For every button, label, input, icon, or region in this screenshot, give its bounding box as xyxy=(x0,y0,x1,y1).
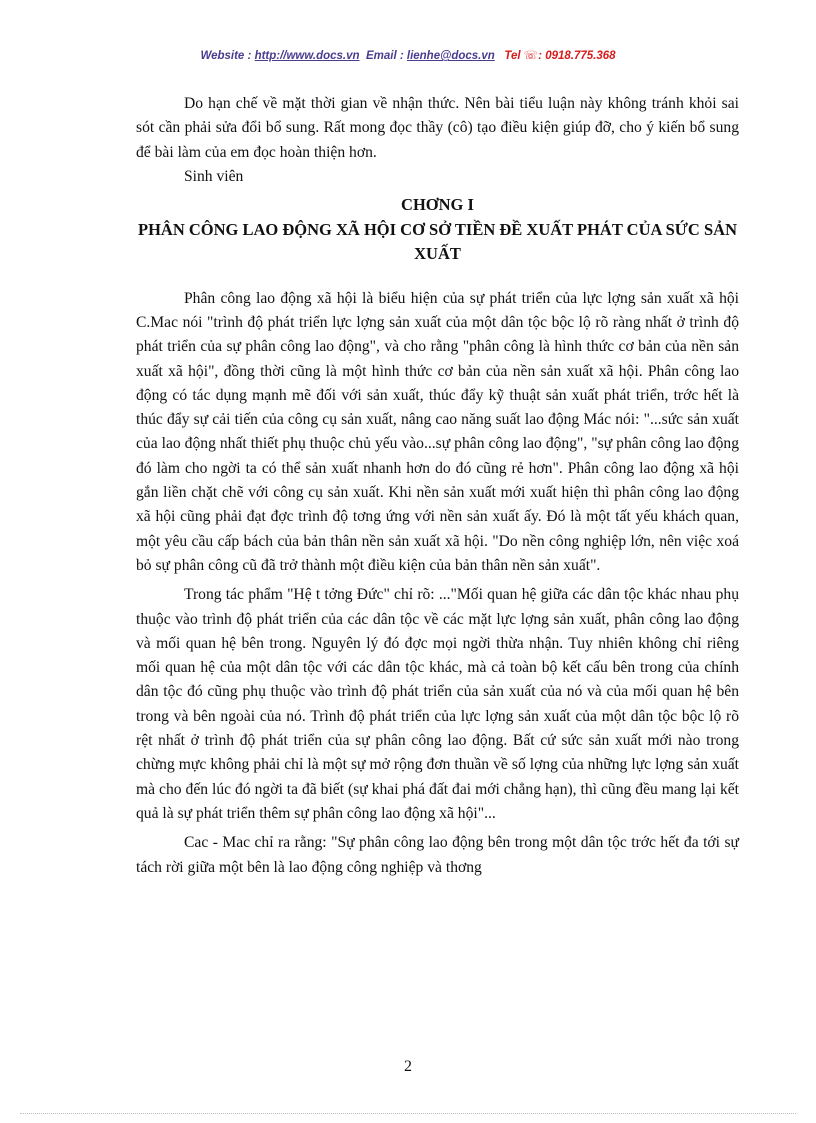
body-paragraph-1: Phân công lao động xã hội là biểu hiện của sự phát triển của lực lợng sản xuất xã hội C.Mac nói "trình độ phát triển lực lợng sản xuất của một dân tộc bộc lộ rõ ràng nhất ở trình độ phát triển của sự phân công lao động", và cho rằng "phân công là hình thức cơ bản của nền sản xuất xã hội", đồng thời cũng là một hình thức cơ bản của nền sản xuất xã hội. Phân công lao động có tác dụng mạnh mẽ đối với sản xuất, thúc đẩy kỹ thuật sản xuất phát triển, trớc hết là thúc đẩy sự cải tiến của công cụ sản xuất, nâng cao năng suất lao động Mác nói: "...sức sản xuất của lao động nhất thiết phụ thuộc chủ yếu vào...sự phân công lao động", "sự phân công lao động đó làm cho ngời ta có thể sản xuất nhanh hơn do đó cũng rẻ hơn". Phân công lao động xã hội gắn liền chặt chẽ với công cụ sản xuất. Khi nền sản xuất mới xuất hiện thì phân công lao động xã hội cũng phải đạt đợc trình độ tơng ứng với nền sản xuất ấy. Đó là một tất yếu khách quan, một yêu cầu cấp bách của bản thân nền sản xuất xã hội. "Do nền công nghiệp lớn, nên việc xoá bỏ sự phân công cũ đã trở thành một điều kiện của bản thân nền sản xuất". xyxy=(136,289,739,574)
page-content xyxy=(136,92,739,880)
body-paragraph-3: Cac - Mac chỉ ra rằng: "Sự phân công lao động bên trong một dân tộc trớc hết đa tới sự tách rời giữa một bên là lao động công nghiệp và thơng xyxy=(136,834,739,876)
page-number: 2 xyxy=(404,1058,412,1075)
body-paragraph-2: Trong tác phẩm "Hệ t tởng Đức" chỉ rõ: ..."Mối quan hệ giữa các dân tộc khác nhau phụ thuộc vào trình độ phát triển của các dân tộc về các mặt lực lợng sản xuất, phân công lao động và mối quan hệ bên trong. Nguyên lý đó đợc mọi ngời thừa nhận. Tuy nhiên không chỉ riêng mối quan hệ của một dân tộc với các dân tộc khác, mà cả toàn bộ kết cấu bên trong của chính dân tộc đó cũng phụ thuộc vào trình độ phát triển của sản xuất của nó và của mối quan hệ bên trong và bên ngoài của nó. Trình độ phát triển của lực lợng sản xuất của một dân tộc bộc lộ rõ rệt nhất ở trình độ phát triển của sự phân công lao động. Bất cứ sức sản xuất mới nào trong chừng mực không phải chỉ là một sự mở rộng đơn thuần về số lợng của những lực lợng sản xuất mà cho đến lúc đó ngời ta đã biết (sự khai phá đất đai mới chẳng hạn), thì cũng đều mang lại kết quả là sự phát triển thêm sự phân công lao động xã hội"... xyxy=(136,586,739,822)
phone-icon: ☏ xyxy=(523,50,539,62)
email-link[interactable]: lienhe@docs.vn xyxy=(406,50,495,62)
chapter-title: PHÂN CÔNG LAO ĐỘNG XÃ HỘI CƠ SỞ TIỀN ĐỀ XUẤT PHÁT CỦA SỨC SẢN XUẤT xyxy=(138,219,737,264)
intro-paragraph: Do hạn chế về mặt thời gian về nhận thức. Nên bài tiểu luận này không tránh khỏi sai sót cần phải sửa đổi bổ sung. Rất mong đọc thầy (cô) tạo điều kiện giúp đỡ, cho ý kiến bổ sung để bài làm của em đọc hoàn thiện hơn. xyxy=(136,95,739,161)
tel-number: : 0918.775.368 xyxy=(538,50,616,62)
website-link[interactable]: http://www.docs.vn xyxy=(254,50,360,62)
website-label: Website : xyxy=(200,50,252,62)
signature: Sinh viên xyxy=(184,167,244,185)
chapter-label: CHƠNG I xyxy=(401,195,474,215)
page-bottom-divider xyxy=(20,1113,796,1114)
tel-label: Tel xyxy=(504,50,521,62)
document-header xyxy=(0,48,816,62)
email-label: Email : xyxy=(365,50,404,62)
